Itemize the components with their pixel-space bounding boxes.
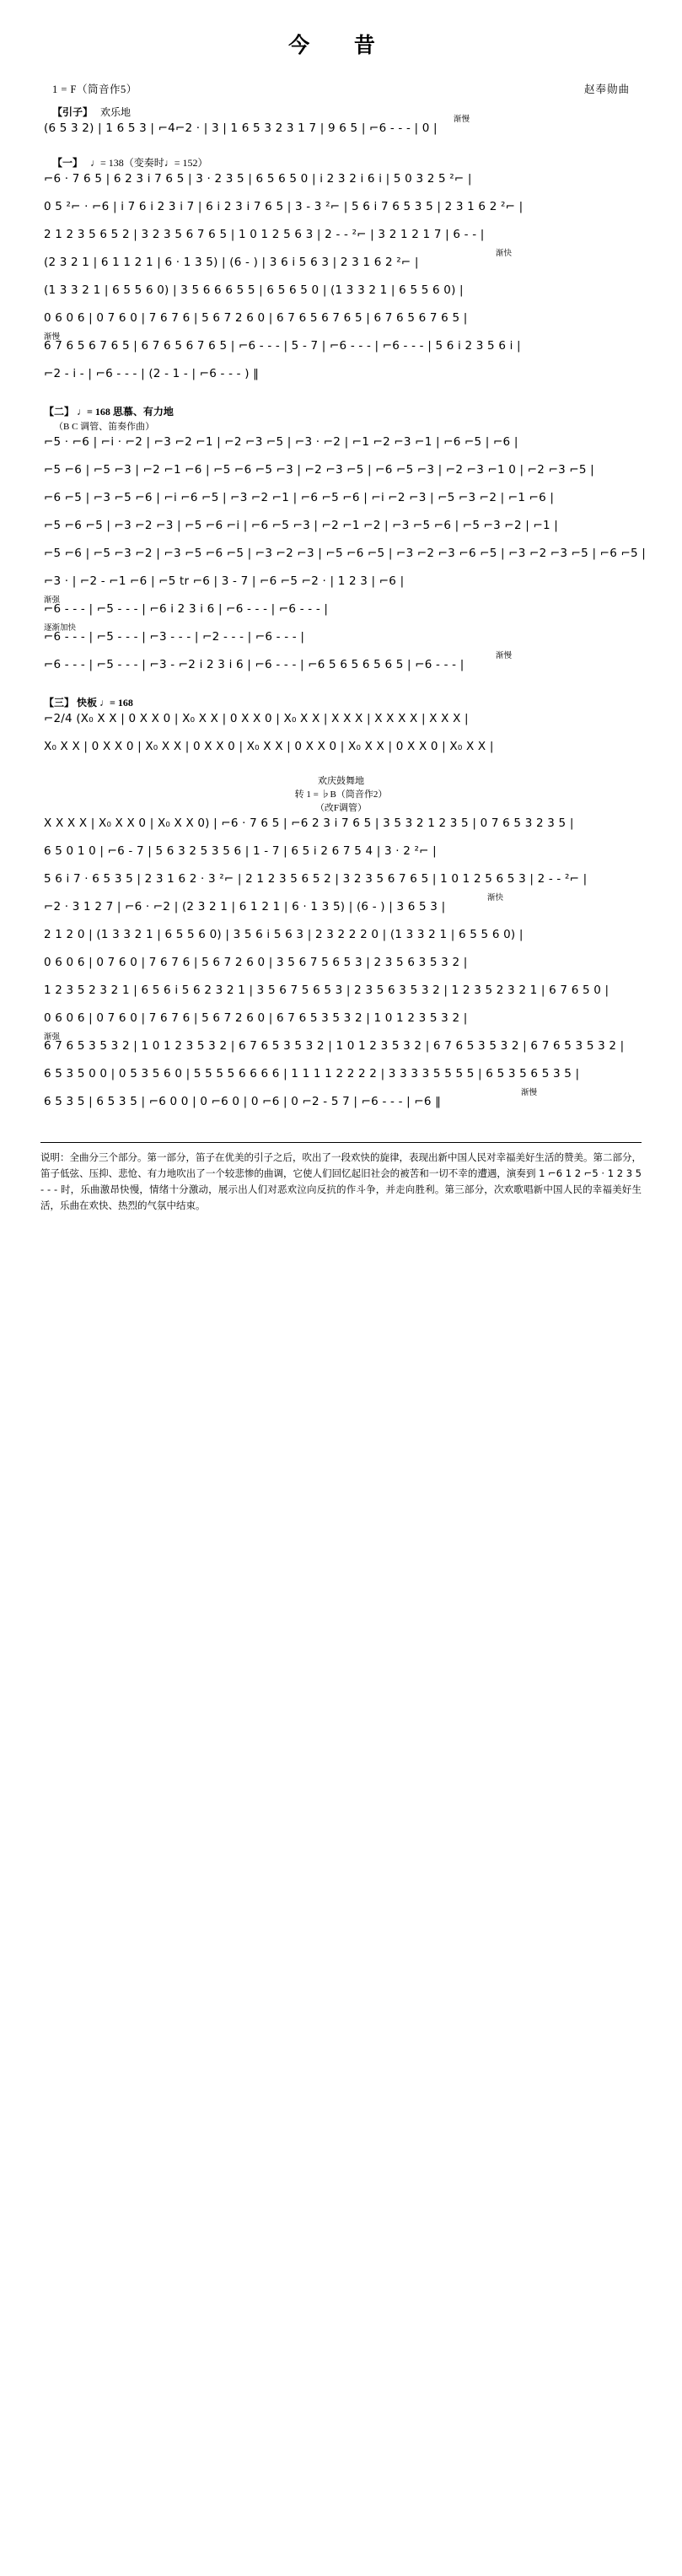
system-6	[0, 283, 682, 309]
system-5	[0, 249, 682, 281]
section-one-marking: ♩= 138（变奏时♩= 152）	[90, 157, 208, 169]
music-line-8: 6 7 6 5 6 7 6 5 | 6 7 6 5 6 7 6 5 | ⌐6 - - - | 5 - 7 | ⌐6 - - - | ⌐6 - - - | 5 6 i 2 3 5 6 i |	[44, 339, 521, 353]
drum-section-heading	[0, 765, 682, 814]
music-line-29: 6 7 6 5 3 5 3 2 | 1 0 1 2 3 5 3 2 | 6 7 6 5 3 5 3 2 | 1 0 1 2 3 5 3 2 | 6 7 6 5 3 5 3 2 | 6 7 6 5 3 5 3 2 |	[44, 1039, 625, 1053]
system-22	[0, 844, 682, 870]
system-17	[0, 623, 682, 655]
marking-jiajian-jiakuai: 逐渐加快	[44, 623, 77, 633]
system-30	[0, 1067, 682, 1092]
header-row	[0, 64, 682, 96]
composer: 赵奉勋曲	[583, 84, 630, 95]
music-line-7: 0 6 0 6 | 0 7 6 0 | 7 6 7 6 | 5 6 7 2 6 0 | 6 7 6 5 6 7 6 5 | 6 7 6 5 6 7 6 5 |	[44, 311, 468, 325]
music-line-14: ⌐5 ⌐6 | ⌐5 ⌐3 ⌐2 | ⌐3 ⌐5 ⌐6 ⌐5 | ⌐3 ⌐2 ⌐3 | ⌐5 ⌐6 ⌐5 | ⌐3 ⌐2 ⌐3 ⌐6 ⌐5 | ⌐3 ⌐2 ⌐3 ⌐5 | ⌐6 ⌐5 |	[44, 547, 647, 560]
music-line-20: X₀ X X | 0 X X 0 | X₀ X X | 0 X X 0 | X₀ X X | 0 X X 0 | X₀ X X | 0 X X 0 | X₀ X X |	[44, 740, 494, 753]
music-line-10: ⌐5 · ⌐6 | ⌐i · ⌐2 | ⌐3 ⌐2 ⌐1 | ⌐2 ⌐3 ⌐5 | ⌐3 · ⌐2 | ⌐1 ⌐2 ⌐3 ⌐1 | ⌐6 ⌐5 | ⌐6 |	[44, 435, 518, 449]
section-label-one	[0, 147, 682, 170]
system-19	[0, 712, 682, 737]
music-line-6: (1 3 3 2 1 | 6 5 5 6 0) | 3 5 6 6 6 5 5 | 6 5 6 5 0 | (1 3 3 2 1 | 6 5 5 6 0) |	[44, 283, 464, 297]
music-line-9: ⌐2 - i - | ⌐6 - - - | (2 - 1 - | ⌐6 - - - ) ‖	[44, 367, 260, 380]
system-13	[0, 519, 682, 544]
system-31	[0, 1088, 682, 1120]
music-line-26: 0 6 0 6 | 0 7 6 0 | 7 6 7 6 | 5 6 7 2 6 0 | 3 5 6 7 5 6 5 3 | 2 3 5 6 3 5 3 2 |	[44, 956, 468, 969]
system-10	[0, 435, 682, 461]
system-20	[0, 740, 682, 765]
marking-jiankuai-2: 渐快	[486, 893, 503, 903]
system-4	[0, 228, 682, 253]
music-line-1: (6 5 3 2) | 1 6 5 3 | ⌐4⌐2 · | 3 | 1 6 5 3 2 3 1 7 | 9 6 5 | ⌐6 - - - | 0 |	[44, 121, 438, 135]
marking-jiankuai-1: 渐快	[495, 249, 512, 258]
marking-jianqiang-1: 渐强	[44, 595, 61, 605]
system-28	[0, 1011, 682, 1037]
music-line-3: 0 5 ²⌐ · ⌐6 | i 7 6 i 2 3 i 7 | 6 i 2 3 i 7 6 5 | 3 - 3 ²⌐ | 5 6 i 7 6 5 3 5 | 2 3 1 6 2 ²⌐ |	[44, 200, 524, 213]
music-line-24: ⌐2 · 3 1 2 7 | ⌐6 · ⌐2 | (2 3 2 1 | 6 1 2 1 | 6 · 1 3 5) | (6 - ) | 3 6 5 3 |	[44, 900, 446, 913]
section-one-name: 【一】	[52, 157, 83, 169]
music-line-28: 0 6 0 6 | 0 7 6 0 | 7 6 7 6 | 5 6 7 2 6 0 | 6 7 6 5 3 5 3 2 | 1 0 1 2 3 5 3 2 |	[44, 1011, 468, 1025]
music-line-17: ⌐6 - - - | ⌐5 - - - | ⌐3 - - - | ⌐2 - - - | ⌐6 - - - |	[44, 630, 305, 644]
system-23	[0, 872, 682, 897]
system-1	[0, 115, 682, 147]
section-two-name: 【二】	[44, 406, 75, 418]
marking-huanman-1: 渐慢	[453, 115, 470, 124]
music-line-23: 5 6 i 7 · 6 5 3 5 | 2 3 1 6 2 · 3 ²⌐ | 2 1 2 3 5 6 5 2 | 3 2 3 5 6 7 6 5 | 1 0 1 2 5 6 5 3 | 2 - - ²⌐ |	[44, 872, 588, 886]
music-line-11: ⌐5 ⌐6 | ⌐5 ⌐3 | ⌐2 ⌐1 ⌐6 | ⌐5 ⌐6 ⌐5 ⌐3 | ⌐2 ⌐3 ⌐5 | ⌐6 ⌐5 ⌐3 | ⌐2 ⌐3 ⌐1 0 | ⌐2 ⌐3 ⌐5 |	[44, 463, 594, 477]
section-label-two	[0, 392, 682, 418]
music-line-16: ⌐6 - - - | ⌐5 - - - | ⌐6 i 2 3 i 6 | ⌐6 - - - | ⌐6 - - - |	[44, 602, 329, 616]
music-line-18: ⌐6 - - - | ⌐5 - - - | ⌐3 - ⌐2 i 2 3 i 6 | ⌐6 - - - | ⌐6 5 6 5 6 5 6 5 | ⌐6 - - - |	[44, 658, 465, 671]
system-25	[0, 928, 682, 953]
music-line-13: ⌐5 ⌐6 ⌐5 | ⌐3 ⌐2 ⌐3 | ⌐5 ⌐6 ⌐i | ⌐6 ⌐5 ⌐3 | ⌐2 ⌐1 ⌐2 | ⌐3 ⌐5 ⌐6 | ⌐5 ⌐3 ⌐2 | ⌐1 |	[44, 519, 559, 532]
section-two-sub: （B C 调管、笛奏作曲）	[54, 422, 155, 432]
system-29	[0, 1032, 682, 1064]
system-2	[0, 172, 682, 197]
system-16	[0, 595, 682, 628]
key-signature: 1 = F（筒音作5）	[52, 84, 137, 95]
section-label-three	[0, 683, 682, 709]
music-line-22: 6 5 0 1 0 | ⌐6 - 7 | 5 6 3 2 5 3 5 6 | 1 - 7 | 6 5 i 2 6 7 5 4 | 3 · 2 ²⌐ |	[44, 844, 437, 858]
system-21	[0, 816, 682, 842]
drum-sub2: （改F调管）	[314, 803, 368, 813]
music-line-30: 6 5 3 5 0 0 | 0 5 3 5 6 0 | 5 5 5 5 6 6 6 6 | 1 1 1 1 2 2 2 2 | 3 3 3 3 5 5 5 5 | 6 5 3 5 6 5 3 5 |	[44, 1067, 580, 1081]
marking-huanman-4: 渐慢	[520, 1088, 537, 1097]
music-line-25: 2 1 2 0 | (1 3 3 2 1 | 6 5 5 6 0) | 3 5 6 i 5 6 3 | 2 3 2 2 2 0 | (1 3 3 2 1 | 6 5 5 6 0) |	[44, 928, 524, 941]
marking-jianqiang-2: 渐强	[44, 1032, 61, 1042]
drum-title: 欢庆鼓舞地	[318, 776, 364, 786]
system-3	[0, 200, 682, 225]
system-27	[0, 984, 682, 1009]
music-line-4: 2 1 2 3 5 6 5 2 | 3 2 3 5 6 7 6 5 | 1 0 1 2 5 6 3 | 2 - - ²⌐ | 3 2 1 2 1 7 | 6 - - |	[44, 228, 485, 241]
system-12	[0, 491, 682, 516]
section-three-marking: 快板 ♩= 168	[77, 697, 133, 709]
music-line-19: ⌐2/4 (X₀ X X | 0 X X 0 | X₀ X X | 0 X X 0 | X₀ X X | X X X | X X X X | X X X |	[44, 712, 469, 725]
music-line-2: ⌐6 · 7 6 5 | 6 2 3 i 7 6 5 | 3 · 2 3 5 | 6 5 6 5 0 | i 2 3 2 i 6 i | 5 0 3 2 5 ²⌐ |	[44, 172, 472, 186]
section-intro-name: 【引子】	[52, 106, 94, 118]
system-8	[0, 332, 682, 364]
page-title: 今 昔	[288, 33, 394, 57]
section-label-intro	[0, 96, 682, 119]
marking-huanman-2: 渐慢	[44, 332, 61, 342]
marking-huanman-3: 渐慢	[495, 651, 512, 660]
section-two-marking: ♩= 168 思慕、有力地	[77, 406, 174, 418]
music-line-31: 6 5 3 5 | 6 5 3 5 | ⌐6 0 0 | 0 ⌐6 0 | 0 ⌐6 | 0 ⌐2 - 5 7 | ⌐6 - - - | ⌐6 ‖	[44, 1095, 442, 1108]
system-9	[0, 367, 682, 392]
system-24	[0, 893, 682, 925]
system-7	[0, 311, 682, 337]
section-intro-marking: 欢乐地	[100, 106, 132, 118]
music-line-27: 1 2 3 5 2 3 2 1 | 6 5 6 i 5 6 2 3 2 1 | 3 5 6 7 5 6 5 3 | 2 3 5 6 3 5 3 2 | 1 2 3 5 2 3 2 1 | 6 7 6 5 0 |	[44, 984, 610, 997]
drum-sub1: 转 1 = ♭B（筒音作2）	[294, 790, 388, 800]
music-line-12: ⌐6 ⌐5 | ⌐3 ⌐5 ⌐6 | ⌐i ⌐6 ⌐5 | ⌐3 ⌐2 ⌐1 | ⌐6 ⌐5 ⌐6 | ⌐i ⌐2 ⌐3 | ⌐5 ⌐3 ⌐2 | ⌐1 ⌐6 |	[44, 491, 555, 504]
system-11	[0, 463, 682, 488]
system-18	[0, 651, 682, 683]
section-three-name: 【三】	[44, 697, 75, 709]
system-15	[0, 574, 682, 600]
system-26	[0, 956, 682, 981]
music-line-21: X X X X | X₀ X X 0 | X₀ X X 0) | ⌐6 · 7 6 5 | ⌐6 2 3 i 7 6 5 | 3 5 3 2 1 2 3 5 | 0 7 6 5 3 2 3 5 |	[44, 816, 574, 830]
system-14	[0, 547, 682, 572]
music-line-5: (2 3 2 1 | 6 1 1 2 1 | 6 · 1 3 5) | (6 - ) | 3 6 i 5 6 3 | 2 3 1 6 2 ²⌐ |	[44, 256, 419, 269]
music-line-15: ⌐3 · | ⌐2 - ⌐1 ⌐6 | ⌐5 tr ⌐6 | 3 - 7 | ⌐6 ⌐5 ⌐2 · | 1 2 3 | ⌐6 |	[44, 574, 405, 588]
footnote: 说明：全曲分三个部分。第一部分，笛子在优美的引子之后，吹出了一段欢快的旋律，表现出新中国人民对幸福美好生活的赞美。第二部分，笛子低弦、压抑、悲怆、有力地吹出了一个较悲惨的曲调，它使人们回忆起旧社会的被苦和一切不幸的遭遇，演奏到 1 ⌐6 1 2 ⌐5 · 1 2 3 5 - - - 时，乐曲激昂快慢，情绪十分激动，展示出人们对恶欢泣向反抗的作斗争，并走向胜利。第三部分，次欢歌唱新中国人民的幸福美好生活，乐曲在欢快、热烈的气氛中结束。	[40, 1142, 642, 1214]
